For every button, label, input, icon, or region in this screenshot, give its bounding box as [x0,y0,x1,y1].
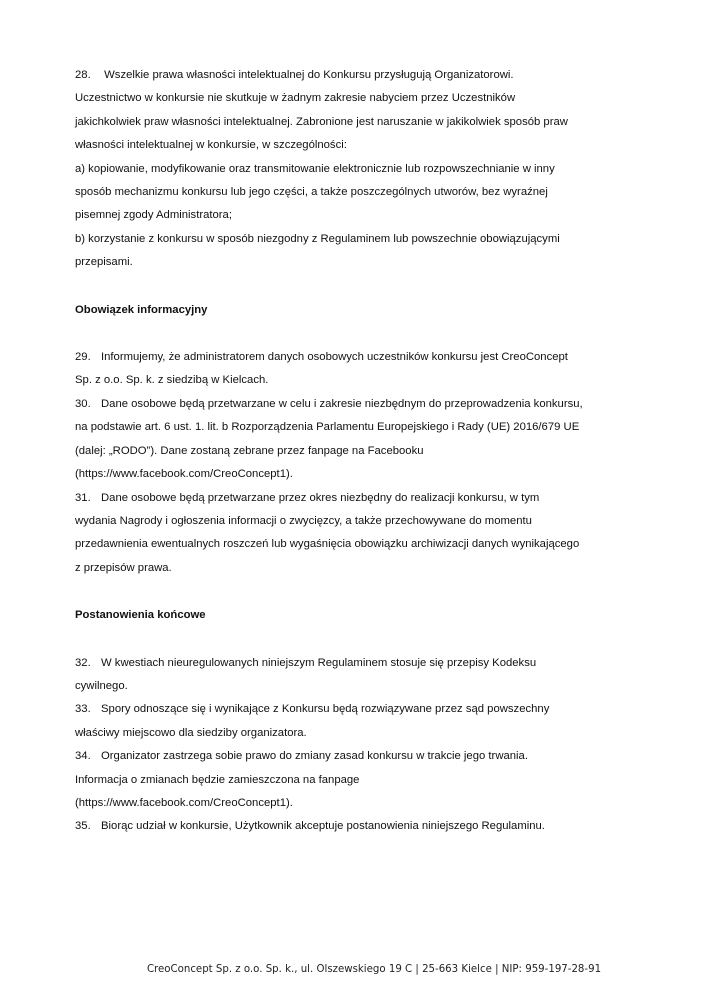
paragraph-number: 28. [75,69,91,81]
paragraph-line: Uczestnictwo w konkursie nie skutkuje w żadnym zakresie nabyciem przez Uczestników [75,92,516,105]
paragraph-line: wydania Nagrody i ogłoszenia informacji o zwycięzcy, a także przechowywane do momentu [75,514,532,527]
paragraph-line: na podstawie art. 6 ust. 1. lit. b Rozporządzenia Parlamentu Europejskiego i Rady (UE) 2016/679 UE [75,421,580,434]
section-heading-information: Obowiązek informacyjny [75,303,208,316]
paragraph-line: (dalej: „RODO”). Dane zostaną zebrane przez fanpage na Facebooku [75,444,424,457]
paragraph-text: Spory odnoszące się i wynikające z Konkursu będą rozwiązywane przez sąd powszechny [101,703,550,716]
paragraph-line: własności intelektualnej w konkursie, w szczególności: [75,139,347,152]
section-heading-final-provisions: Postanowienia końcowe [75,609,206,622]
paragraph-line: (https://www.facebook.com/CreoConcept1). [75,796,293,809]
spacer [75,322,655,346]
document-body [75,64,655,839]
paragraph-29 [75,346,655,393]
page-footer: CreoConcept Sp. z o.o. Sp. k., ul. Olszewskiego 19 C | 25-663 Kielce | NIP: 959-197-28-91 [146,964,602,975]
paragraph-number: 31. [75,491,91,504]
paragraph-number: 34. [75,750,91,763]
paragraph-line [75,698,655,721]
paragraph-30 [75,393,655,487]
paragraph-number: 29. [75,351,91,364]
paragraph-33 [75,698,655,745]
paragraph-line [75,745,655,768]
paragraph-number: 32. [75,656,91,669]
paragraph-line: cywilnego. [75,679,128,692]
paragraph-text: W kwestiach nieuregulowanych niniejszym Regulaminem stosuje się przepisy Kodeksu [101,656,537,669]
paragraph-text: Wszelkie prawa własności intelektualnej do Konkursu przysługują Organizatorowi. [104,69,514,81]
paragraph-31 [75,487,655,581]
paragraph-line [75,346,655,369]
paragraph-text: Biorąc udział w konkursie, Użytkownik akceptuje postanowienia niniejszego Regulaminu. [101,820,545,833]
paragraph-line [75,64,655,87]
paragraph-line [75,815,655,838]
paragraph-number: 33. [75,703,91,716]
paragraph-28 [75,64,655,275]
paragraph-number: 30. [75,397,91,410]
paragraph-line: Sp. z o.o. Sp. k. z siedzibą w Kielcach. [75,374,269,387]
paragraph-line [75,487,655,510]
paragraph-35 [75,815,655,838]
paragraph-line: Informacja o zmianach będzie zamieszczona na fanpage [75,773,360,786]
paragraph-text: Dane osobowe będą przetwarzane przez okres niezbędny do realizacji konkursu, w tym [101,491,540,504]
paragraph-text: Organizator zastrzega sobie prawo do zmiany zasad konkursu w trakcie jego trwania. [101,750,528,763]
paragraph-line: a) kopiowanie, modyfikowanie oraz transmitowanie elektronicznie lub rozpowszechnianie w inny [75,162,555,175]
paragraph-32 [75,652,655,699]
paragraph-line [75,393,655,416]
paragraph-line: jakichkolwiek praw własności intelektualnej. Zabronione jest naruszanie w jakikolwiek sposób praw [75,115,568,128]
paragraph-line: sposób mechanizmu konkursu lub jego części, a także poszczególnych utworów, bez wyraźnej [75,186,548,199]
paragraph-line [75,652,655,675]
spacer [75,275,655,299]
paragraph-line: pisemnej zgody Administratora; [75,209,232,222]
paragraph-line: przepisami. [75,256,133,269]
paragraph-number: 35. [75,820,91,833]
paragraph-line: właściwy miejscowo dla siedziby organizatora. [75,726,307,739]
paragraph-line: z przepisów prawa. [75,561,172,574]
spacer [75,580,655,604]
paragraph-line: (https://www.facebook.com/CreoConcept1). [75,468,293,481]
paragraph-text: Informujemy, że administratorem danych osobowych uczestników konkursu jest CreoConcept [101,351,568,364]
paragraph-34 [75,745,655,815]
paragraph-line: przedawnienia ewentualnych roszczeń lub wygaśnięcia obowiązku archiwizacji danych wynikającego [75,538,580,551]
paragraph-text: Dane osobowe będą przetwarzane w celu i zakresie niezbędnym do przeprowadzenia konkursu, [101,397,583,410]
paragraph-line: b) korzystanie z konkursu w sposób niezgodny z Regulaminem lub powszechnie obowiązującymi [75,232,560,245]
spacer [75,628,655,652]
